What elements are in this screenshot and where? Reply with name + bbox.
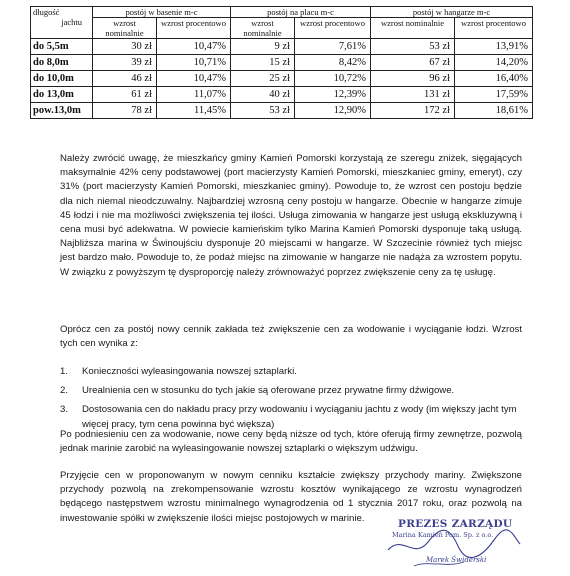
length-header-top: długość [33,7,60,17]
row-length: do 8,0m [31,55,93,71]
table-cell: 30 zł [93,39,157,55]
table-cell: 12,39% [295,87,371,103]
table-cell: 39 zł [93,55,157,71]
list-number: 3. [60,404,69,416]
table-cell: 8,42% [295,55,371,71]
reasons-list [60,365,522,437]
table-cell: 11,07% [157,87,231,103]
sub-header: wzrost nominalnie [93,18,157,39]
group-header-basin: postój w basenie m-c [93,7,231,18]
table-cell: 14,20% [455,55,533,71]
sub-header: wzrost procentowo [157,18,231,39]
table-cell: 10,47% [157,71,231,87]
table-cell: 11,45% [157,103,231,119]
table-cell: 61 zł [93,87,157,103]
length-header [31,7,93,39]
table-cell: 53 zł [231,103,295,119]
table-cell: 15 zł [231,55,295,71]
table-cell: 172 zł [371,103,455,119]
paragraph-launching-intro: Oprócz cen za postój nowy cennik zakłada też zwiększenie cen za wodowanie i wyciąganie łodzi. Wzrost tych cen wynika z: [60,324,522,350]
sub-header: wzrost nominalnie [371,18,455,39]
table-row [31,103,533,119]
table-cell: 13,91% [455,39,533,55]
table-cell: 18,61% [455,103,533,119]
table-cell: 10,71% [157,55,231,71]
list-number: 1. [60,366,69,377]
row-length: do 5,5m [31,39,93,55]
table-row [31,55,533,71]
stamp-name: Marek Świderski [426,556,487,564]
table-cell: 10,47% [157,39,231,55]
paragraph-launching-prices: Po podniesieniu cen za wodowanie, nowe ceny będą niższe od tych, które oferują firmy zewnętrze, pozwolą jednak marinie zarobić na wyleasingowanie nowszej sztaplarki o większym udźwigu. [60,429,522,455]
stamp-organization: Marina Kamień Pom. Sp. z o.o. [392,531,494,539]
table-cell: 67 zł [371,55,455,71]
row-length: do 10,0m [31,71,93,87]
sub-header: wzrost procentowo [455,18,533,39]
length-header-bottom: jachtu [61,17,82,27]
table-cell: 7,61% [295,39,371,55]
signature-stamp [384,516,524,572]
price-increase-table [30,6,533,119]
table-cell: 17,59% [455,87,533,103]
group-header-yard: postój na placu m-c [231,7,371,18]
list-item [60,384,522,398]
list-text: Dostosowania cen do nakładu pracy przy wodowaniu i wyciąganiu jachtu z wody (im większy jacht tym więcej pracy, tym cena powinna być większa) [82,404,517,430]
stamp-title: PREZES ZARZĄDU [398,518,513,530]
table-row [31,87,533,103]
table-cell: 40 zł [231,87,295,103]
table-row [31,39,533,55]
list-number: 2. [60,385,69,397]
table-cell: 12,90% [295,103,371,119]
table-cell: 25 zł [231,71,295,87]
table-cell: 9 zł [231,39,295,55]
row-length: pow.13,0m [31,103,93,119]
paragraph-discounts-hangar: Należy zwrócić uwagę, że mieszkańcy gminy Kamień Pomorski korzystają ze szeregu zniżek, sięgających maksymalnie 42% ceny podstawowej (port macierzysty Kamień Pomorski, mieszkaniec gminy, emeryt), czy 31% (port macierzysty Kamień Pomorski, mieszkaniec gminy). Powoduje to, że wzrost cen postoju będzie dla nich niemal nieodczuwalny. Najbardziej wzrosną ceny postoju w hangarze. Obecnie w hangarze zimuje 45 łodzi i nie ma możliwości zwiększenia tej ilości. Usługa zimowania w hangarze jest usługą ekskluzywną i cena musi być adekwatna. W powiecie kamieńskim tylko Marina Kamień Pomorski dysponuje taką usługą. Najbliższa marina w Świnoujściu dysponuje 20 miejscami w hangarze. W Szczecinie również tych miejsc jest bardzo mało. Powoduje to, że podaż miejsc na zimowanie w hangarze nie nadąża za wzrostem popytu. W związku z powyższym tę dysproporcję należy zrównoważyć poprzez zwiększenie ceny za tę usługę. [60,153,522,278]
group-header-hangar: postój w hangarze m-c [371,7,533,18]
list-item [60,365,522,379]
table-cell: 10,72% [295,71,371,87]
table-cell: 53 zł [371,39,455,55]
sub-header: wzrost nominalnie [231,18,295,39]
table-cell: 46 zł [93,71,157,87]
table-row [31,71,533,87]
table-cell: 16,40% [455,71,533,87]
table-cell: 131 zł [371,87,455,103]
table-cell: 96 zł [371,71,455,87]
list-text: Urealnienia cen w stosunku do tych jakie są oferowane przez prywatne firmy dźwigowe. [82,385,455,397]
paragraph-revenue: Przyjęcie cen w proponowanym w nowym cenniku kształcie zwiększy przychody mariny. Zwiększone przychody pozwolą na zrekompensowanie wzrostu kosztów wynikającego ze wzrostu wynagrodzeń będącego następstwem wzrostu minimalnego wynagrodzenia od 1 stycznia 2017 roku, oraz pozwolą na inwestowanie spółki w zwiększenie ilości miejsc postojowych w marinie. [60,470,522,524]
sub-header: wzrost procentowo [295,18,371,39]
list-text: Konieczności wyleasingowania nowszej sztaplarki. [82,366,297,377]
row-length: do 13,0m [31,87,93,103]
table-cell: 78 zł [93,103,157,119]
